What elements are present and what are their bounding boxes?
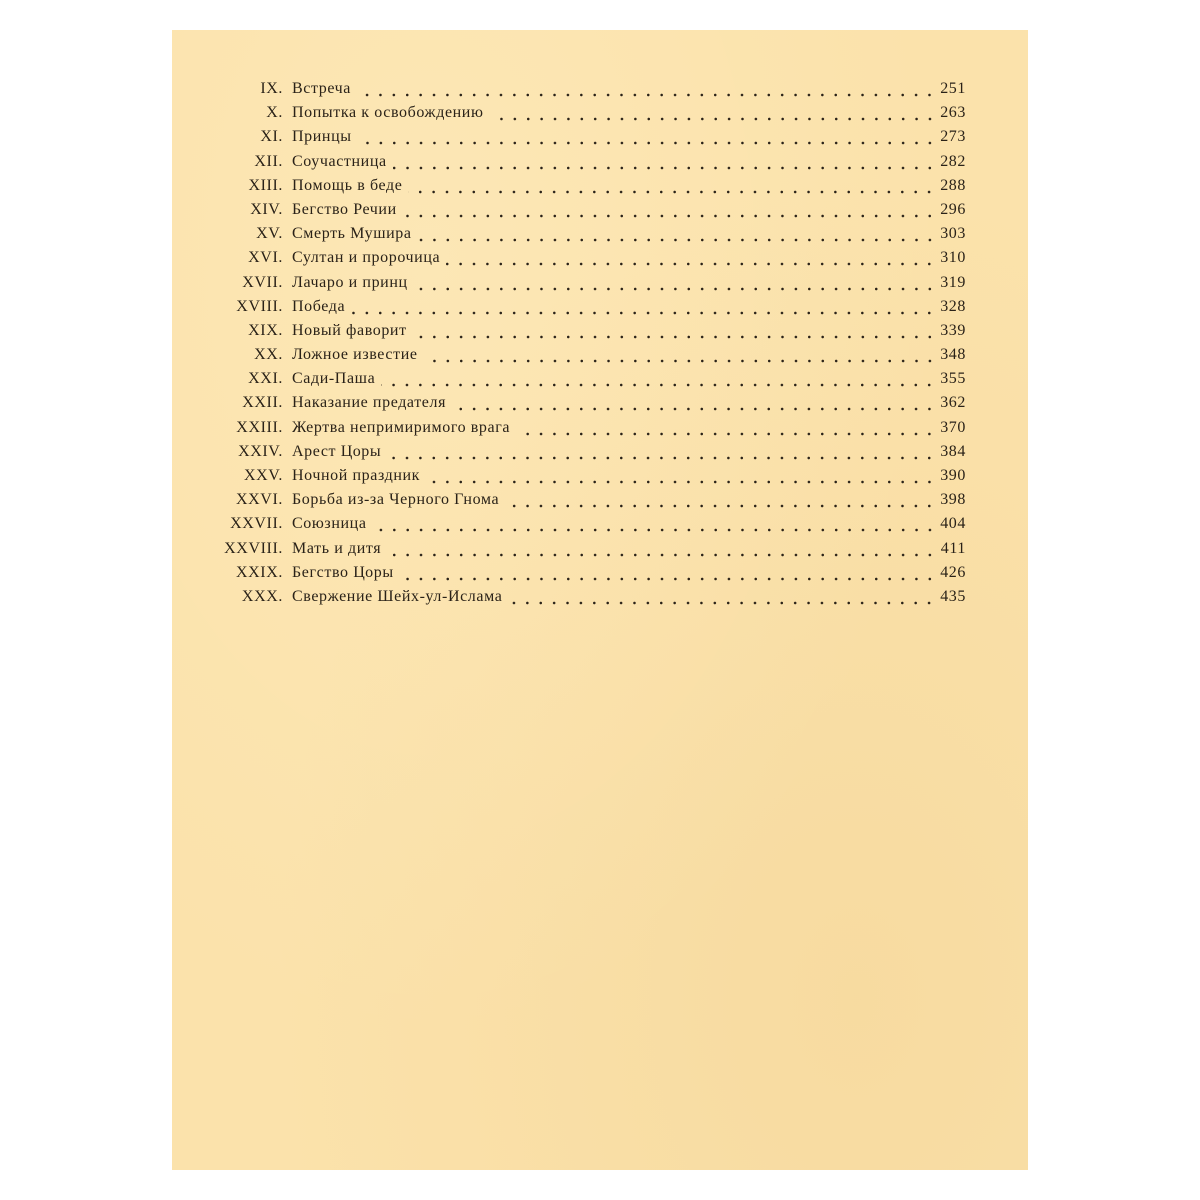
toc-entry-line xyxy=(292,419,966,437)
toc-entry-line xyxy=(292,201,966,219)
page-number: 251 xyxy=(940,80,966,97)
toc-entry-line xyxy=(292,467,966,485)
dot-leader xyxy=(358,130,937,146)
dot-leader xyxy=(357,82,936,98)
toc-entry-line xyxy=(292,346,966,364)
toc-entry-line xyxy=(292,564,966,582)
toc-entry-line xyxy=(292,540,966,558)
chapter-title: Попытка к освобождению xyxy=(292,104,484,122)
chapter-number: XII. xyxy=(254,152,283,170)
toc-entry xyxy=(172,419,1028,443)
toc-entry xyxy=(172,540,1028,564)
page-number: 263 xyxy=(940,104,966,122)
toc-entry-line xyxy=(292,515,966,533)
chapter-title: Лачаро и принц xyxy=(292,273,408,291)
toc-entry-line xyxy=(292,153,966,171)
book-page xyxy=(172,30,1028,1170)
page-number: 296 xyxy=(940,200,966,218)
page-number: 411 xyxy=(940,539,966,557)
chapter-number: XXVII. xyxy=(230,515,283,533)
chapter-title: Султан и пророчица xyxy=(292,249,441,267)
chapter-number: XIII. xyxy=(248,176,283,194)
dot-leader xyxy=(446,251,936,267)
chapter-title: Принцы xyxy=(292,128,352,146)
table-of-contents xyxy=(172,80,1028,612)
dot-leader xyxy=(351,300,936,316)
dot-leader xyxy=(426,469,936,485)
toc-entry xyxy=(172,128,1028,152)
chapter-number: XXIV. xyxy=(238,442,283,460)
chapter-number: IX. xyxy=(260,80,283,97)
page-number: 435 xyxy=(940,587,966,605)
chapter-number: XIV. xyxy=(250,200,283,218)
toc-entry xyxy=(172,225,1028,249)
toc-entry-line xyxy=(292,394,966,412)
chapter-number: XXVIII. xyxy=(224,539,283,557)
page-number: 273 xyxy=(940,128,966,146)
toc-entry xyxy=(172,346,1028,370)
toc-entry-line xyxy=(292,225,966,243)
page-number: 348 xyxy=(940,346,966,364)
dot-leader xyxy=(452,396,936,412)
chapter-number: XXII. xyxy=(242,394,283,412)
chapter-number: XVIII. xyxy=(236,297,283,315)
dot-leader xyxy=(400,566,937,582)
dot-leader xyxy=(403,203,936,219)
toc-entry xyxy=(172,588,1028,612)
dot-leader xyxy=(408,179,936,195)
toc-entry xyxy=(172,467,1028,491)
chapter-number: XV. xyxy=(256,225,283,243)
chapter-title: Новый фаворит xyxy=(292,321,407,339)
chapter-number: XVII. xyxy=(242,273,283,291)
chapter-number: XXV. xyxy=(243,467,283,484)
toc-entry-line xyxy=(292,370,966,388)
chapter-title: Ложное известие xyxy=(292,346,418,364)
page-number: 328 xyxy=(940,297,966,315)
page-number: 384 xyxy=(940,442,966,460)
dot-leader xyxy=(413,324,936,340)
chapter-title: Бегство Речии xyxy=(292,200,397,218)
toc-entry xyxy=(172,153,1028,177)
toc-entry-line xyxy=(292,80,966,98)
chapter-number: X. xyxy=(266,104,283,122)
page-number: 339 xyxy=(940,321,966,339)
toc-entry xyxy=(172,104,1028,128)
chapter-number: XXVI. xyxy=(236,491,283,509)
page-number: 282 xyxy=(940,152,966,170)
chapter-number: XX. xyxy=(254,346,283,364)
chapter-title: Борьба из-за Черного Гнома xyxy=(292,491,500,509)
chapter-title: Союзница xyxy=(292,515,367,533)
page-number: 398 xyxy=(940,491,966,509)
toc-entry xyxy=(172,443,1028,467)
dot-leader xyxy=(414,276,937,292)
toc-entry xyxy=(172,322,1028,346)
toc-entry-line xyxy=(292,322,966,340)
dot-leader xyxy=(418,227,937,243)
chapter-title: Свержение Шейх-ул-Ислама xyxy=(292,587,503,605)
chapter-title: Наказание предателя xyxy=(292,394,447,412)
toc-entry-line xyxy=(292,588,966,606)
dot-leader xyxy=(393,155,936,171)
toc-entry-line xyxy=(292,274,966,292)
toc-entry xyxy=(172,274,1028,298)
chapter-title: Смерть Мушира xyxy=(292,225,412,243)
toc-entry-line xyxy=(292,443,966,461)
toc-entry xyxy=(172,394,1028,418)
toc-entry xyxy=(172,564,1028,588)
chapter-number: XIX. xyxy=(248,321,283,339)
dot-leader xyxy=(387,445,936,461)
chapter-title: Мать и дитя xyxy=(292,539,382,557)
toc-entry xyxy=(172,249,1028,273)
chapter-title: Ночной праздник xyxy=(292,467,421,484)
chapter-title: Бегство Цоры xyxy=(292,563,394,581)
chapter-number: XVI. xyxy=(248,249,283,267)
page-number: 426 xyxy=(940,563,966,581)
page-number: 362 xyxy=(940,394,966,412)
toc-entry xyxy=(172,201,1028,225)
chapter-number: XXX. xyxy=(241,587,283,605)
toc-entry-line xyxy=(292,298,966,316)
page-number: 303 xyxy=(940,225,966,243)
page-number: 355 xyxy=(940,370,966,388)
toc-entry xyxy=(172,515,1028,539)
chapter-number: XXIX. xyxy=(236,563,283,581)
chapter-title: Сади-Паша xyxy=(292,370,376,388)
dot-leader xyxy=(373,517,937,533)
page-number: 404 xyxy=(940,515,966,533)
chapter-title: Соучастница xyxy=(292,152,387,170)
dot-leader xyxy=(381,372,936,388)
dot-leader xyxy=(508,590,936,606)
toc-entry-line xyxy=(292,177,966,195)
chapter-title: Победа xyxy=(292,297,346,315)
dot-leader xyxy=(505,493,936,509)
chapter-number: XXIII. xyxy=(236,418,283,436)
toc-entry-line xyxy=(292,104,966,122)
chapter-title: Жертва непримиримого врага xyxy=(292,418,511,436)
chapter-title: Помощь в беде xyxy=(292,176,403,194)
chapter-title: Арест Цоры xyxy=(292,442,382,460)
chapter-title: Встреча xyxy=(292,80,352,97)
dot-leader xyxy=(424,348,937,364)
chapter-number: XI. xyxy=(260,128,283,146)
chapter-number: XXI. xyxy=(248,370,283,388)
page-number: 390 xyxy=(940,467,966,484)
toc-entry xyxy=(172,491,1028,515)
toc-entry xyxy=(172,80,1028,104)
page-number: 288 xyxy=(940,176,966,194)
dot-leader xyxy=(387,542,937,558)
toc-entry-line xyxy=(292,491,966,509)
page-number: 310 xyxy=(940,249,966,267)
dot-leader xyxy=(490,106,937,122)
page-number: 319 xyxy=(940,273,966,291)
toc-entry xyxy=(172,370,1028,394)
toc-entry-line xyxy=(292,128,966,146)
dot-leader xyxy=(516,421,936,437)
page-number: 370 xyxy=(940,418,966,436)
toc-entry-line xyxy=(292,249,966,267)
toc-entry xyxy=(172,298,1028,322)
toc-entry xyxy=(172,177,1028,201)
